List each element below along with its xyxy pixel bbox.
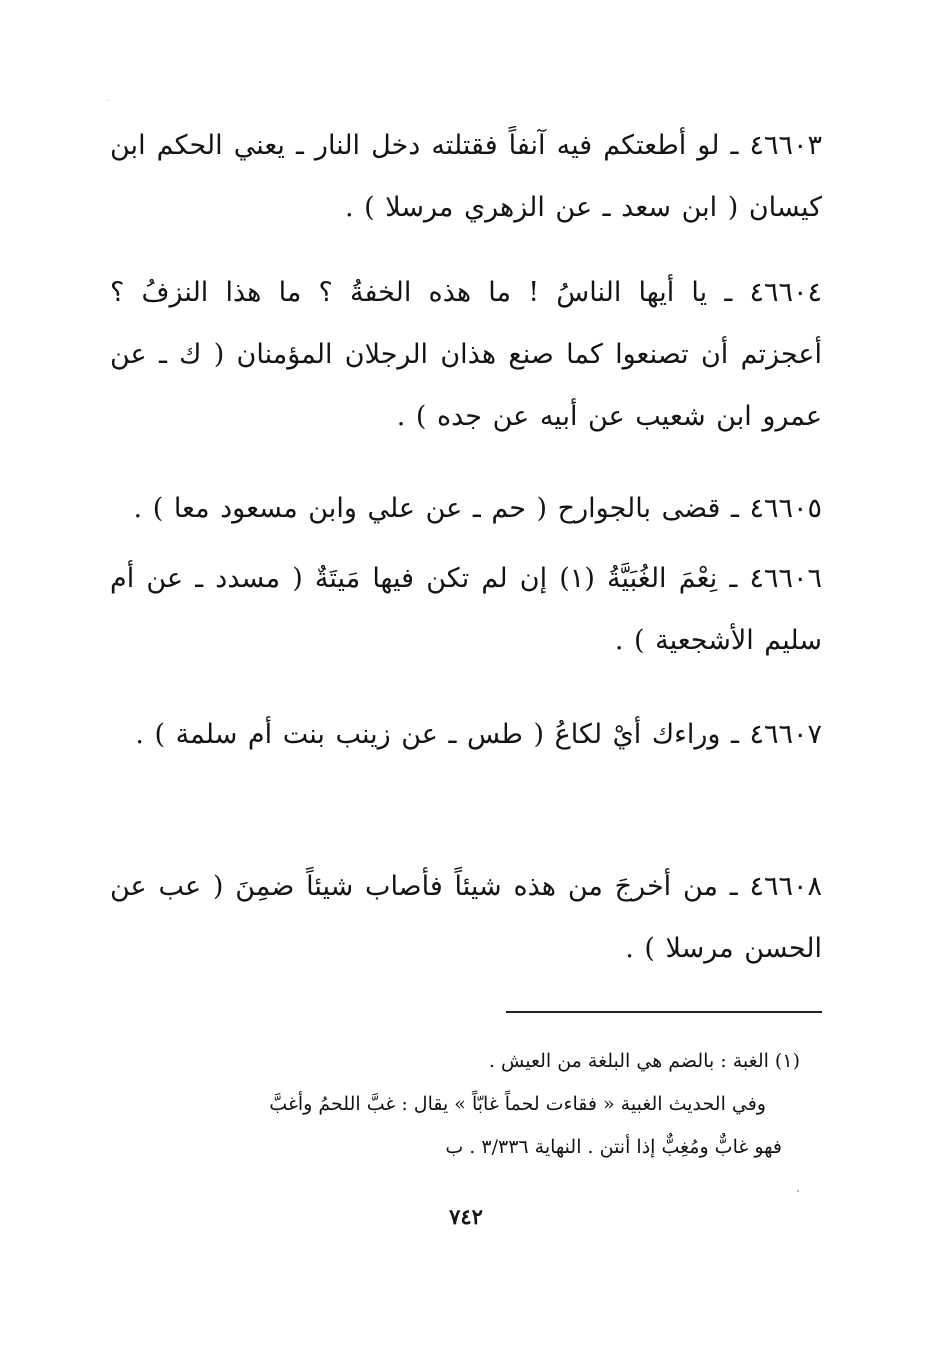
footnote-line: فهو غابٌّ ومُغِبٌّ إذا أنتن . النهاية ٣/٣٣٦ . ب — [445, 1136, 782, 1158]
paper-speck — [797, 1190, 799, 1192]
footnote-line: (١) الغبة : بالضم هي البلغة من العيش . — [488, 1050, 800, 1072]
hadith-entry-46608: ٤٦٦٠٨ ـ من أخرجَ من هذه شيئاً فأصاب شيئاً ضمِنَ ( عب عن الحسن مرسلا ) . — [110, 871, 822, 964]
page-number: ٧٤٢ — [449, 1204, 483, 1229]
hadith-entry-46604: ٤٦٦٠٤ ـ يا أيها الناسُ ! ما هذه الخفةُ ؟ ما هذا النزفُ ؟ أعجزتم أن تصنعوا كما صنع هذان الرجلان المؤمنان ( ك ـ عن عمرو ابن شعيب عن أبيه عن جده ) . — [110, 277, 822, 432]
hadith-entry-46606: ٤٦٦٠٦ ـ نِعْمَ الغُبَيَّةُ (١) إن لم تكن فيها مَيتَةٌ ( مسدد ـ عن أم سليم الأشجعية ) . — [110, 563, 822, 656]
footnote-divider — [506, 1011, 822, 1013]
hadith-entry-46603: ٤٦٦٠٣ ـ لو أطعتكم فيه آنفاً فقتلته دخل النار ـ يعني الحكم ابن كيسان ( ابن سعد ـ عن الزهري مرسلا ) . — [110, 130, 822, 223]
hadith-entry-46607: ٤٦٦٠٧ ـ وراءك أيْ لكاعُ ( طس ـ عن زينب بنت أم سلمة ) . — [135, 719, 822, 750]
footnote-line: وفي الحديث الغبية « فقاءت لحماً غابّاً » يقال : غبَّ اللحمُ وأغبَّ — [269, 1093, 766, 1115]
hadith-entry-46605: ٤٦٦٠٥ ـ قضى بالجوارح ( حم ـ عن علي وابن مسعود معا ) . — [133, 493, 822, 524]
footnotes — [110, 1040, 800, 1169]
paper-speck — [108, 100, 109, 101]
